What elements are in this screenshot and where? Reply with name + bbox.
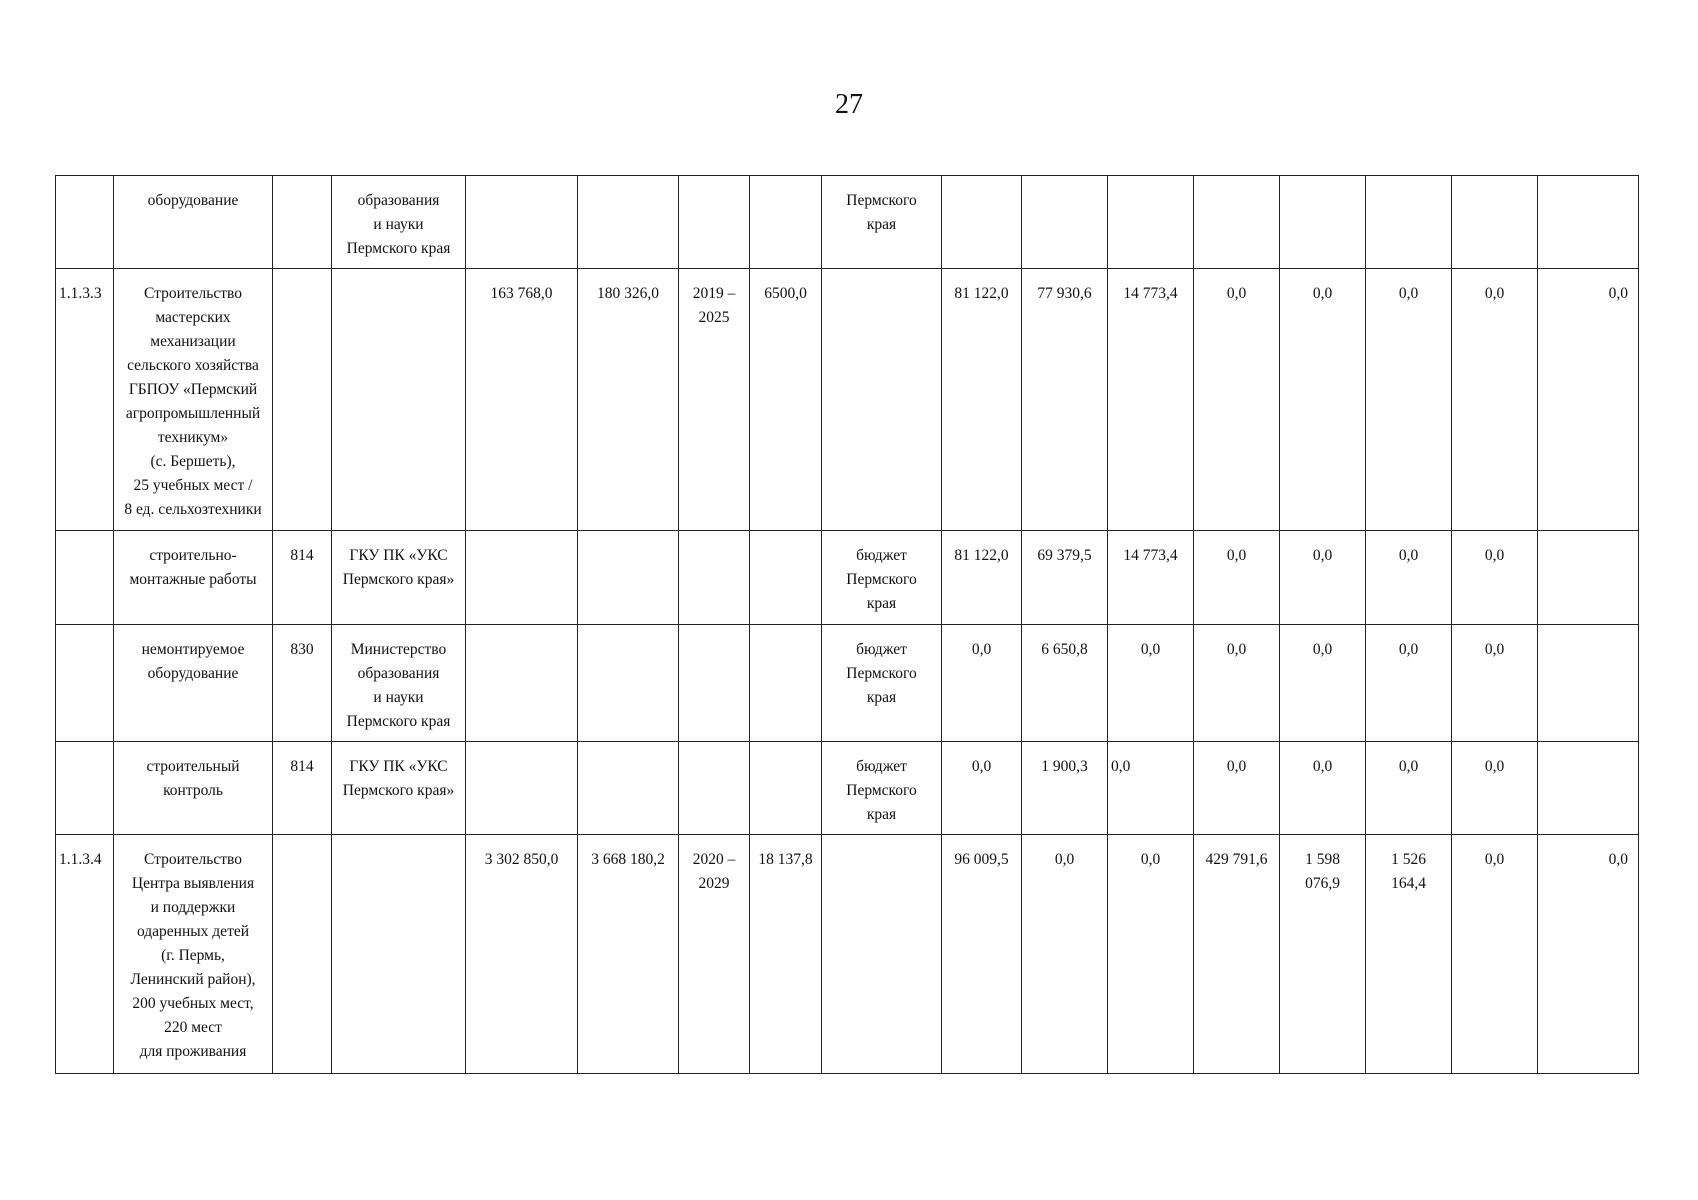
cell-name: строительно- монтажные работы xyxy=(114,531,273,625)
cell-period xyxy=(679,531,750,625)
cell-cost-adjusted: 180 326,0 xyxy=(578,269,679,531)
cell-source: бюджет Пермского края xyxy=(822,625,942,742)
cell-capacity xyxy=(750,742,822,835)
cell-capacity: 6500,0 xyxy=(750,269,822,531)
page-number: 27 xyxy=(835,89,863,120)
cell-executor: образования и науки Пермского края xyxy=(332,176,466,269)
cell-code: 1.1.3.4 xyxy=(56,835,114,1074)
cell-cost-adjusted xyxy=(578,531,679,625)
cell-year-2 xyxy=(1022,176,1108,269)
cell-year-3: 0,0 xyxy=(1108,625,1194,742)
cell-year-2: 1 900,3 xyxy=(1022,742,1108,835)
cell-year-8: 0,0 xyxy=(1538,835,1639,1074)
cell-grbs xyxy=(273,176,332,269)
cell-period xyxy=(679,176,750,269)
cell-period: 2019 – 2025 xyxy=(679,269,750,531)
cell-year-1: 81 122,0 xyxy=(942,269,1022,531)
cell-capacity xyxy=(750,176,822,269)
cell-executor: Министерство образования и науки Пермского края xyxy=(332,625,466,742)
cell-name: оборудование xyxy=(114,176,273,269)
cell-grbs: 814 xyxy=(273,742,332,835)
cell-year-4: 429 791,6 xyxy=(1194,835,1280,1074)
cell-year-2: 69 379,5 xyxy=(1022,531,1108,625)
cell-cost-total: 163 768,0 xyxy=(466,269,578,531)
cell-name: Строительство Центра выявления и поддержки одаренных детей (г. Пермь, Ленинский район), 200 учебных мест, 220 мест для проживания xyxy=(114,835,273,1074)
cell-year-1: 0,0 xyxy=(942,742,1022,835)
cell-source xyxy=(822,269,942,531)
cell-year-8 xyxy=(1538,742,1639,835)
table-row xyxy=(56,625,1639,742)
cell-grbs xyxy=(273,835,332,1074)
cell-year-7: 0,0 xyxy=(1452,625,1538,742)
cell-year-5: 0,0 xyxy=(1280,742,1366,835)
cell-executor: ГКУ ПК «УКС Пермского края» xyxy=(332,742,466,835)
cell-cost-total xyxy=(466,742,578,835)
cell-cost-total xyxy=(466,176,578,269)
investment-program-table xyxy=(55,175,1639,1074)
cell-period: 2020 – 2029 xyxy=(679,835,750,1074)
cell-period xyxy=(679,742,750,835)
cell-code: 1.1.3.3 xyxy=(56,269,114,531)
cell-code xyxy=(56,176,114,269)
cell-cost-adjusted xyxy=(578,742,679,835)
cell-grbs xyxy=(273,269,332,531)
cell-executor: ГКУ ПК «УКС Пермского края» xyxy=(332,531,466,625)
cell-executor xyxy=(332,269,466,531)
cell-year-7: 0,0 xyxy=(1452,742,1538,835)
cell-year-4 xyxy=(1194,176,1280,269)
cell-cost-total xyxy=(466,531,578,625)
cell-year-8 xyxy=(1538,625,1639,742)
cell-year-6: 1 526 164,4 xyxy=(1366,835,1452,1074)
cell-code xyxy=(56,742,114,835)
cell-year-1: 96 009,5 xyxy=(942,835,1022,1074)
cell-year-3: 14 773,4 xyxy=(1108,269,1194,531)
cell-year-7: 0,0 xyxy=(1452,269,1538,531)
cell-year-5: 0,0 xyxy=(1280,625,1366,742)
cell-year-7 xyxy=(1452,176,1538,269)
cell-name: немонтируемое оборудование xyxy=(114,625,273,742)
cell-executor xyxy=(332,835,466,1074)
cell-year-6: 0,0 xyxy=(1366,742,1452,835)
cell-year-3: 14 773,4 xyxy=(1108,531,1194,625)
cell-grbs: 814 xyxy=(273,531,332,625)
cell-year-4: 0,0 xyxy=(1194,269,1280,531)
cell-year-6: 0,0 xyxy=(1366,531,1452,625)
cell-year-4: 0,0 xyxy=(1194,742,1280,835)
cell-year-1: 81 122,0 xyxy=(942,531,1022,625)
table-row xyxy=(56,835,1639,1074)
cell-period xyxy=(679,625,750,742)
cell-name: Строительство мастерских механизации сельского хозяйства ГБПОУ «Пермский агропромышленный техникум» (с. Бершеть), 25 учебных мест / 8 ед. сельхозтехники xyxy=(114,269,273,531)
table-row xyxy=(56,742,1639,835)
cell-cost-total: 3 302 850,0 xyxy=(466,835,578,1074)
cell-year-5: 0,0 xyxy=(1280,269,1366,531)
cell-year-7: 0,0 xyxy=(1452,531,1538,625)
cell-year-6: 0,0 xyxy=(1366,625,1452,742)
cell-cost-adjusted xyxy=(578,176,679,269)
cell-year-2: 0,0 xyxy=(1022,835,1108,1074)
cell-year-2: 6 650,8 xyxy=(1022,625,1108,742)
cell-source: бюджет Пермского края xyxy=(822,742,942,835)
cell-code xyxy=(56,531,114,625)
cell-year-5: 1 598 076,9 xyxy=(1280,835,1366,1074)
cell-grbs: 830 xyxy=(273,625,332,742)
cell-source: Пермского края xyxy=(822,176,942,269)
cell-year-4: 0,0 xyxy=(1194,625,1280,742)
cell-cost-total xyxy=(466,625,578,742)
cell-year-7: 0,0 xyxy=(1452,835,1538,1074)
cell-source: бюджет Пермского края xyxy=(822,531,942,625)
cell-year-8 xyxy=(1538,176,1639,269)
cell-year-5 xyxy=(1280,176,1366,269)
table-row xyxy=(56,531,1639,625)
cell-year-6: 0,0 xyxy=(1366,269,1452,531)
cell-capacity xyxy=(750,625,822,742)
cell-cost-adjusted xyxy=(578,625,679,742)
table-row xyxy=(56,176,1639,269)
cell-year-1: 0,0 xyxy=(942,625,1022,742)
cell-year-8 xyxy=(1538,531,1639,625)
cell-year-4: 0,0 xyxy=(1194,531,1280,625)
cell-year-3: 0,0 xyxy=(1108,835,1194,1074)
cell-year-8: 0,0 xyxy=(1538,269,1639,531)
cell-year-6 xyxy=(1366,176,1452,269)
cell-cost-adjusted: 3 668 180,2 xyxy=(578,835,679,1074)
table-row xyxy=(56,269,1639,531)
cell-name: строительный контроль xyxy=(114,742,273,835)
cell-year-3: 0,0 xyxy=(1108,742,1194,835)
cell-capacity xyxy=(750,531,822,625)
cell-year-1 xyxy=(942,176,1022,269)
cell-capacity: 18 137,8 xyxy=(750,835,822,1074)
cell-year-2: 77 930,6 xyxy=(1022,269,1108,531)
cell-year-3 xyxy=(1108,176,1194,269)
cell-code xyxy=(56,625,114,742)
cell-year-5: 0,0 xyxy=(1280,531,1366,625)
cell-source xyxy=(822,835,942,1074)
